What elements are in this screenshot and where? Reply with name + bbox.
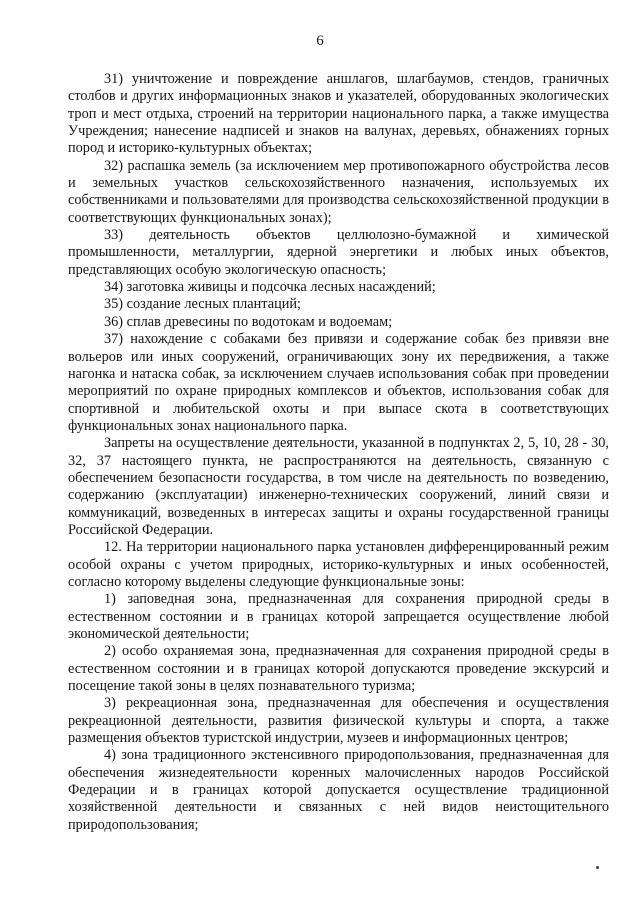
paragraph-zone-1: 1) заповедная зона, предназначенная для сохранения природной среды в естественном состоянии и в границах которой запрещается осуществление любой экономической деятельности; (68, 591, 609, 642)
paragraph-section-12: 12. На территории национального парка установлен дифференцированный режим особой охраны с учетом природных, историко-культурных и иных особенностей, согласно которому выделены следующие функциональные зоны: (68, 539, 609, 590)
paragraph-item-37: 37) нахождение с собаками без привязи и содержание собак без привязи вне вольеров или иных сооружений, ограничивающих зону их передвижения, а также нагонка и натаска собак, за исключением случаев использования собак при проведении мероприятий по охране природных комплексов и объектов, использования собак для спортивной и любительской охоты и при выпасе скота в соответствующих функциональных зонах национального парка. (68, 331, 609, 434)
paragraph-item-32: 32) распашка земель (за исключением мер противопожарного обустройства лесов и земельных участков сельскохозяйственного назначения, используемых их собственниками и пользователями для производства сельскохозяйственной продукции в соответствующих функциональных зонах); (68, 157, 609, 226)
page-number: 6 (316, 33, 324, 49)
paragraph-item-34: 34) заготовка живицы и подсочка лесных насаждений; (104, 279, 436, 296)
paragraph-item-31: 31) уничтожение и повреждение аншлагов, шлагбаумов, стендов, граничных столбов и других информационных знаков и указателей, оборудованных экологических троп и мест отдыха, строений на территории национального парка, а также имущества Учреждения; нанесение надписей и знаков на валунах, деревьях, обнажениях горных пород и историко-культурных объектах; (68, 71, 609, 157)
paragraph-item-36: 36) сплав древесины по водотокам и водоемам; (104, 313, 393, 330)
scan-dot (596, 866, 599, 869)
paragraph-exceptions: Запреты на осуществление деятельности, указанной в подпунктах 2, 5, 10, 28 - 30, 32, 37 настоящего пункта, не распространяются на деятельность, связанную с обеспечением безопасности государства, в том числе на деятельность по возведению, содержанию (эксплуатации) инженерно-технических сооружений, линий связи и коммуникаций, возведенных в интересах защиты и охраны государственной границы Российской Федерации. (68, 435, 609, 538)
document-body (68, 71, 609, 834)
paragraph-zone-4: 4) зона традиционного экстенсивного природопользования, предназначенная для обеспечения жизнедеятельности коренных малочисленных народов Российской Федерации и в границах которой допускается осуществление традиционной хозяйственной деятельности и связанных с ней видов неистощительного природопользования; (68, 747, 609, 833)
paragraph-item-33: 33) деятельность объектов целлюлозно-бумажной и химической промышленности, металлургии, ядерной энергетики и любых иных объектов, представляющих особую экологическую опасность; (68, 227, 609, 278)
paragraph-zone-2: 2) особо охраняемая зона, предназначенная для сохранения природной среды в естественном состоянии и в границах которой допускаются проведение экскурсий и посещение такой зоны в целях познавательного туризма; (68, 643, 609, 695)
paragraph-item-35: 35) создание лесных плантаций; (104, 296, 301, 313)
paragraph-zone-3: 3) рекреационная зона, предназначенная для обеспечения и осуществления рекреационной деятельности, развития физической культуры и спорта, а также размещения объектов туристской индустрии, музеев и информационных центров; (68, 695, 609, 747)
